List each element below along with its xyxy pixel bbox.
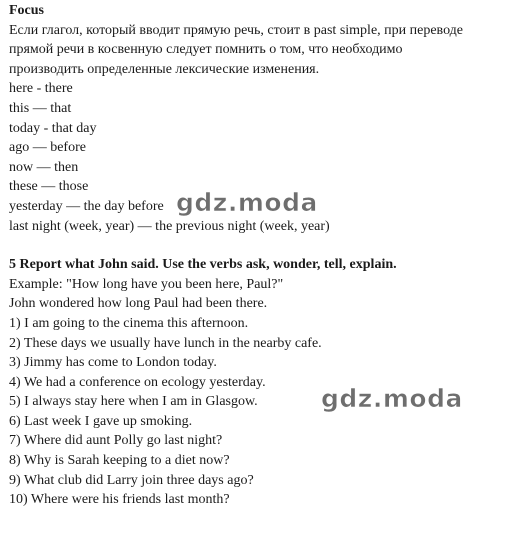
exercise-item: 5) I always stay here when I am in Glasgow. <box>9 394 258 410</box>
word-pair: ago — before <box>9 140 86 156</box>
exercise-heading: 5 Report what John said. Use the verbs ask, wonder, tell, explain. <box>9 257 397 273</box>
watermark: gdz.moda <box>176 188 318 217</box>
example-answer: John wondered how long Paul had been there. <box>9 296 268 312</box>
exercise-item: 3) Jimmy has come to London today. <box>9 355 217 371</box>
document-page <box>9 1 505 510</box>
word-pair: these — those <box>9 179 89 195</box>
exercise-item: 9) What club did Larry join three days ago? <box>9 472 254 488</box>
example-line: Example: "How long have you been here, Paul?" <box>9 276 284 292</box>
exercise-item: 4) We had a conference on ecology yesterday. <box>9 374 266 390</box>
exercise-item: 7) Where did aunt Polly go last night? <box>9 433 223 449</box>
focus-intro-line: прямой речи в косвенную следует помнить о том, что необходимо <box>9 42 403 58</box>
exercise-item: 1) I am going to the cinema this afternoon. <box>9 315 249 331</box>
exercise-item: 6) Last week I gave up smoking. <box>9 413 193 429</box>
word-pair: now — then <box>9 159 79 175</box>
word-pair: today - that day <box>9 120 97 136</box>
exercise-item: 8) Why is Sarah keeping to a diet now? <box>9 453 230 469</box>
word-pair: yesterday — the day before <box>9 198 164 214</box>
word-pair: last night (week, year) — the previous night (week, year) <box>9 218 330 234</box>
word-pair: this — that <box>9 100 72 116</box>
exercise-item: 2) These days we usually have lunch in the nearby cafe. <box>9 335 322 351</box>
exercise-item: 10) Where were his friends last month? <box>9 492 230 508</box>
word-pair: here - there <box>9 81 73 97</box>
section-spacer <box>9 236 505 255</box>
focus-intro-line: производить определенные лексические изменения. <box>9 61 320 77</box>
focus-intro-line: Если глагол, который вводит прямую речь, стоит в past simple, при переводе <box>9 22 464 38</box>
watermark: gdz.moda <box>321 384 463 413</box>
focus-title: Focus <box>9 3 44 18</box>
